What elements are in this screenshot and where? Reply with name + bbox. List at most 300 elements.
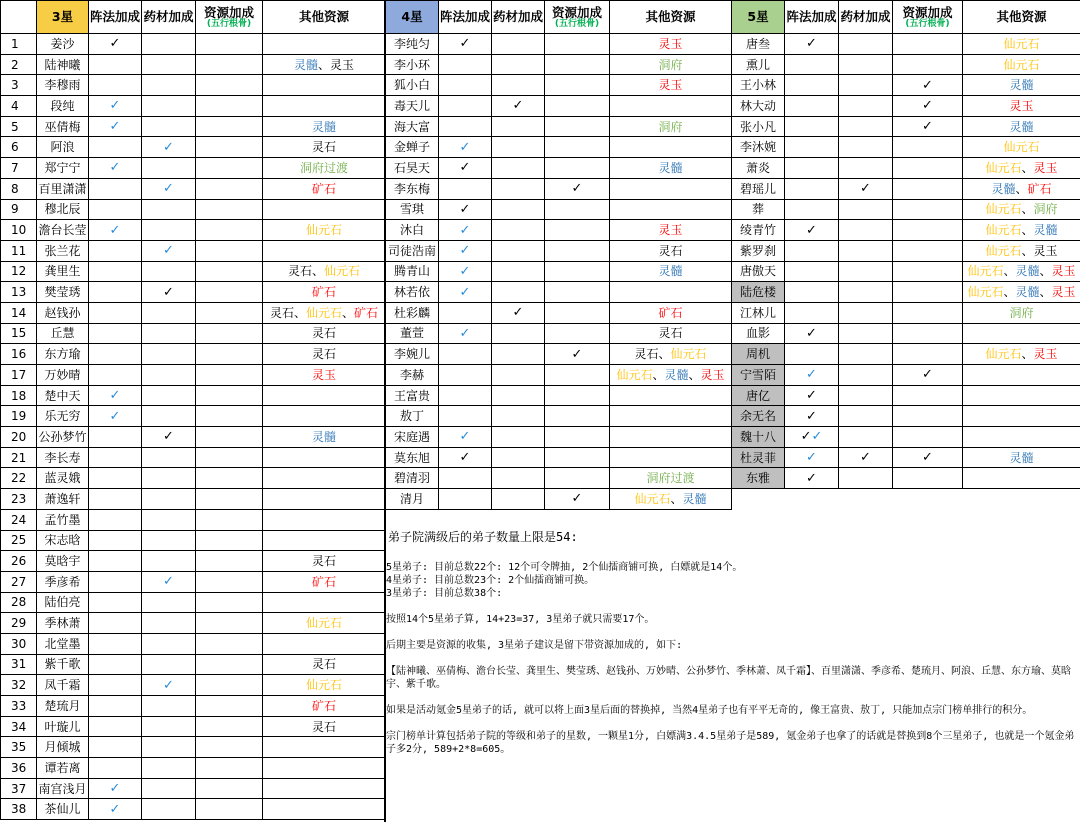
resource-cell	[893, 116, 963, 137]
resource-cell	[196, 633, 263, 654]
check-icon: ✓	[922, 450, 933, 466]
herb-cell	[142, 406, 196, 427]
table-row	[732, 365, 1080, 386]
resource-cell	[893, 96, 963, 117]
resource-cell	[893, 75, 963, 96]
herb-cell	[142, 675, 196, 696]
header-label: 资源加成	[203, 4, 254, 20]
check-icon: ✓	[163, 139, 174, 155]
formation-cell	[785, 261, 839, 282]
formation-cell	[89, 199, 142, 220]
resource-tag: 洞府	[1033, 202, 1058, 217]
formation-cell	[89, 137, 142, 158]
other-resource-cell	[263, 551, 386, 572]
table-row	[386, 158, 732, 179]
herb-cell	[142, 737, 196, 758]
resource-cell	[196, 571, 263, 592]
resource-cell	[893, 406, 963, 427]
star-header	[732, 1, 785, 34]
header-label: 药材加成	[143, 9, 194, 24]
other-resource-cell	[263, 54, 386, 75]
resource-cell	[545, 302, 610, 323]
disciple-name: 萧炎	[732, 158, 785, 179]
resource-tag: 矿石	[311, 285, 336, 300]
resource-tag: 灵石	[287, 264, 312, 279]
formation-cell	[89, 54, 142, 75]
resource-cell	[196, 530, 263, 551]
check-icon: ✓	[163, 284, 174, 300]
resource-tag: 仙元石	[670, 347, 707, 362]
header-sublabel: (五行根骨)	[206, 18, 252, 29]
row-number: 24	[1, 509, 37, 530]
disciple-name: 血影	[732, 323, 785, 344]
resource-cell	[545, 137, 610, 158]
other-resource-cell	[963, 447, 1080, 468]
notes-line: 如果是活动氪金5星弟子的话, 就可以将上面3星后面的替换掉, 当然4星弟子也有平平无奇的, 像王富贵、敖丁, 只能加点宗门榜单排行的积分。	[386, 705, 1033, 716]
resource-tag: 洞府过渡	[646, 471, 695, 486]
resource-cell	[545, 468, 610, 489]
table-row	[1, 447, 386, 468]
resource-cell	[893, 468, 963, 489]
herb-cell	[142, 178, 196, 199]
herb-cell	[839, 468, 893, 489]
row-number: 14	[1, 302, 37, 323]
resource-tag: 灵髓	[658, 264, 683, 279]
resource-cell	[196, 385, 263, 406]
formation-cell	[89, 509, 142, 530]
formation-cell	[89, 758, 142, 779]
row-number: 22	[1, 468, 37, 489]
herb-cell	[839, 344, 893, 365]
other-resource-cell	[963, 302, 1080, 323]
formation-cell	[89, 75, 142, 96]
resource-cell	[893, 344, 963, 365]
row-number: 4	[1, 96, 37, 117]
disciple-name: 凤千霜	[37, 675, 89, 696]
disciple-name: 陆伯亮	[37, 592, 89, 613]
resource-tag: 灵髓	[1009, 119, 1034, 134]
table-row	[1, 344, 386, 365]
disciple-name: 李东梅	[386, 178, 439, 199]
check-icon: ✓	[571, 181, 583, 197]
header-label: 资源加成	[551, 4, 602, 20]
herb-cell	[839, 385, 893, 406]
other-resource-cell	[610, 489, 732, 510]
resource-cell	[196, 54, 263, 75]
formation-cell	[89, 220, 142, 241]
resource-tag: 、	[1015, 181, 1028, 196]
disciple-name: 董萱	[386, 323, 439, 344]
other-resource-cell	[263, 344, 386, 365]
herb-cell	[142, 323, 196, 344]
resource-cell	[196, 178, 263, 199]
resource-tag: 矿石	[311, 574, 336, 589]
table-row	[1, 261, 386, 282]
herb-cell	[142, 613, 196, 634]
other-resource-cell	[610, 365, 732, 386]
check-icon: ✓	[109, 388, 121, 404]
resource-tag: 灵石	[311, 347, 336, 362]
disciple-name: 碧清羽	[386, 468, 439, 489]
row-number: 8	[1, 178, 37, 199]
resource-tag: 灵髓	[311, 429, 336, 444]
table-row	[732, 75, 1080, 96]
formation-cell	[785, 220, 839, 241]
disciple-name: 敖丁	[386, 406, 439, 427]
other-resource-cell	[963, 220, 1080, 241]
table-row	[386, 489, 732, 510]
check-icon: ✓	[109, 781, 121, 797]
header-label: 资源加成	[902, 4, 953, 20]
check-icon: ✓	[163, 243, 174, 259]
table-row	[732, 96, 1080, 117]
resource-cell	[893, 323, 963, 344]
formation-cell	[89, 34, 142, 55]
other-resource-cell	[610, 385, 732, 406]
resource-tag: 灵玉	[1051, 285, 1076, 300]
other-resource-cell	[963, 344, 1080, 365]
check-icon: ✓	[163, 574, 174, 590]
formation-cell	[89, 385, 142, 406]
resource-cell	[196, 675, 263, 696]
header-label: 其他资源	[298, 9, 349, 24]
formation-cell	[439, 468, 492, 489]
row-number: 34	[1, 716, 37, 737]
resource-cell	[893, 365, 963, 386]
herb-cell	[839, 54, 893, 75]
resource-tag: 洞府	[658, 119, 683, 134]
row-number: 17	[1, 365, 37, 386]
table-row	[1, 613, 386, 634]
resource-cell	[545, 385, 610, 406]
table-row	[732, 158, 1080, 179]
resource-cell	[196, 199, 263, 220]
formation-cell	[785, 158, 839, 179]
herb-cell	[142, 344, 196, 365]
formation-cell	[785, 385, 839, 406]
table-row	[386, 406, 732, 427]
header-label: 阵法加成	[786, 9, 837, 24]
table-row	[386, 240, 732, 261]
check-icon: ✓	[459, 201, 471, 217]
table-row	[732, 302, 1080, 323]
resource-tag: 矿石	[311, 698, 336, 713]
table-row	[1, 489, 386, 510]
herb-cell	[839, 427, 893, 448]
check-icon: ✓	[806, 470, 817, 486]
other-resource-cell	[610, 302, 732, 323]
disciple-name: 李小环	[386, 54, 439, 75]
check-icon: ✓	[109, 801, 121, 817]
other-resource-cell	[610, 96, 732, 117]
formation-cell	[785, 75, 839, 96]
disciple-name: 蓝灵娥	[37, 468, 89, 489]
resource-cell	[196, 240, 263, 261]
row-number: 36	[1, 758, 37, 779]
disciple-name: 段纯	[37, 96, 89, 117]
resource-cell	[196, 261, 263, 282]
herb-cell	[839, 220, 893, 241]
resource-cell	[545, 199, 610, 220]
check-icon: ✓	[860, 450, 871, 466]
formation-cell	[439, 261, 492, 282]
table-row	[1, 178, 386, 199]
check-icon: ✓	[806, 367, 817, 383]
herb-cell	[142, 633, 196, 654]
formation-cell	[785, 34, 839, 55]
resource-tag: 灵髓	[1009, 450, 1034, 465]
herb-cell	[142, 654, 196, 675]
header-sublabel: (五行根骨)	[554, 18, 600, 29]
formation-cell	[785, 302, 839, 323]
disciple-name: 张小凡	[732, 116, 785, 137]
table-row	[386, 199, 732, 220]
disciple-name: 季彦希	[37, 571, 89, 592]
resource-tag: 仙元石	[1003, 57, 1040, 72]
check-icon: ✓	[800, 429, 812, 445]
row-number: 1	[1, 34, 37, 55]
other-resource-cell	[263, 427, 386, 448]
resource-tag: 、	[311, 264, 324, 279]
herb-cell	[839, 365, 893, 386]
row-number: 12	[1, 261, 37, 282]
table-row	[386, 220, 732, 241]
table-row	[1, 302, 386, 323]
star-label: 3星	[51, 9, 74, 24]
disciple-name: 李穆雨	[37, 75, 89, 96]
check-icon: ✓	[922, 98, 933, 114]
resource-tag: 、	[1021, 202, 1034, 217]
row-number: 21	[1, 447, 37, 468]
row-number: 18	[1, 385, 37, 406]
resource-cell	[545, 365, 610, 386]
row-number: 5	[1, 116, 37, 137]
check-icon: ✓	[459, 160, 471, 176]
resource-tag: 、	[688, 367, 701, 382]
other-resource-cell	[610, 323, 732, 344]
check-icon: ✓	[459, 284, 471, 300]
other-resource-cell	[263, 778, 386, 799]
formation-cell	[89, 365, 142, 386]
disciple-name: 北堂墨	[37, 633, 89, 654]
resource-tag: 灵髓	[1015, 285, 1040, 300]
other-resource-cell	[263, 116, 386, 137]
disciple-name: 魏十八	[732, 427, 785, 448]
notes-title: 弟子院满级后的弟子数量上限是54:	[388, 530, 578, 544]
other-resource-cell	[263, 654, 386, 675]
herb-cell	[142, 158, 196, 179]
other-resource-cell	[963, 240, 1080, 261]
herb-cell	[142, 220, 196, 241]
row-number: 6	[1, 137, 37, 158]
herb-cell	[142, 199, 196, 220]
formation-cell	[785, 282, 839, 303]
herb-cell	[142, 365, 196, 386]
herb-cell	[492, 220, 545, 241]
table-row	[732, 427, 1080, 448]
disciple-name: 樊莹琇	[37, 282, 89, 303]
disciple-name: 东雅	[732, 468, 785, 489]
formation-cell	[89, 633, 142, 654]
other-resource-cell	[963, 116, 1080, 137]
row-number: 13	[1, 282, 37, 303]
table-row	[1, 406, 386, 427]
resource-cell	[196, 365, 263, 386]
resource-cell	[893, 427, 963, 448]
other-resource-cell	[263, 282, 386, 303]
other-resource-cell	[263, 34, 386, 55]
disciple-name: 熏儿	[732, 54, 785, 75]
formation-cell	[89, 427, 142, 448]
row-number: 10	[1, 220, 37, 241]
header-row	[732, 1, 1080, 34]
resource-tag: 仙元石	[324, 264, 361, 279]
resource-tag: 仙元石	[1003, 36, 1040, 51]
resource-tag: 洞府	[658, 57, 683, 72]
formation-cell	[785, 178, 839, 199]
formation-cell	[439, 220, 492, 241]
disciple-name: 清月	[386, 489, 439, 510]
disciple-name: 杜灵菲	[732, 447, 785, 468]
herb-cell	[839, 323, 893, 344]
disciple-name: 万妙晴	[37, 365, 89, 386]
herb-cell	[492, 54, 545, 75]
other-resource-cell	[263, 696, 386, 717]
formation-cell	[89, 406, 142, 427]
header-label: 阵法加成	[439, 9, 490, 24]
resource-cell	[196, 427, 263, 448]
resource-cell	[545, 282, 610, 303]
formation-cell	[89, 323, 142, 344]
herb-cell	[492, 178, 545, 199]
resource-tag: 仙元石	[985, 223, 1022, 238]
table-row	[1, 323, 386, 344]
disciple-name: 谭若离	[37, 758, 89, 779]
table-row	[386, 323, 732, 344]
herb-cell	[142, 468, 196, 489]
herb-cell	[492, 240, 545, 261]
herb-cell	[142, 261, 196, 282]
resource-tag: 仙元石	[305, 305, 342, 320]
resource-cell	[196, 406, 263, 427]
formation-cell	[439, 447, 492, 468]
resource-tag: 、	[342, 305, 355, 320]
resource-cell	[196, 158, 263, 179]
check-icon: ✓	[109, 408, 121, 424]
other-resource-cell	[263, 406, 386, 427]
disciple-name: 林大动	[732, 96, 785, 117]
formation-cell	[89, 178, 142, 199]
disciple-name: 莫晗宇	[37, 551, 89, 572]
other-resource-cell	[610, 468, 732, 489]
resource-cell	[545, 323, 610, 344]
other-resource-cell	[963, 468, 1080, 489]
resource-cell	[893, 447, 963, 468]
formation-header	[439, 1, 492, 34]
other-resource-cell	[963, 199, 1080, 220]
resource-tag: 、	[1003, 264, 1016, 279]
formation-cell	[439, 406, 492, 427]
table-row	[1, 654, 386, 675]
disciple-name: 月倾城	[37, 737, 89, 758]
disciple-name: 孟竹墨	[37, 509, 89, 530]
table-row	[386, 261, 732, 282]
formation-cell	[439, 385, 492, 406]
herb-cell	[492, 406, 545, 427]
resource-cell	[893, 302, 963, 323]
other-resource-cell	[263, 799, 386, 820]
resource-cell	[893, 34, 963, 55]
disciple-name: 李沐婉	[732, 137, 785, 158]
check-icon: ✓	[109, 222, 121, 238]
other-resource-cell	[263, 592, 386, 613]
header-label: 其他资源	[645, 9, 696, 24]
table-row	[386, 447, 732, 468]
disciple-name: 丘慧	[37, 323, 89, 344]
other-resource-cell	[610, 427, 732, 448]
resource-tag: 灵石	[311, 554, 336, 569]
herb-cell	[839, 261, 893, 282]
resource-cell	[893, 178, 963, 199]
resource-cell	[196, 116, 263, 137]
other-resource-cell	[263, 675, 386, 696]
table-row	[1, 758, 386, 779]
header-label: 其他资源	[996, 9, 1047, 24]
resource-cell	[196, 716, 263, 737]
resource-cell	[196, 344, 263, 365]
disciple-name: 宋志晗	[37, 530, 89, 551]
disciple-name: 萧逸轩	[37, 489, 89, 510]
resource-header	[545, 1, 610, 34]
table-row	[386, 54, 732, 75]
table-row	[1, 509, 386, 530]
table-row	[732, 344, 1080, 365]
disciple-name: 李婉儿	[386, 344, 439, 365]
resource-cell	[893, 240, 963, 261]
formation-cell	[785, 116, 839, 137]
herb-cell	[142, 799, 196, 820]
disciple-name: 莫东旭	[386, 447, 439, 468]
resource-tag: 仙元石	[1003, 140, 1040, 155]
resource-tag: 矿石	[1027, 181, 1052, 196]
disciple-name: 唐傲天	[732, 261, 785, 282]
star-header	[386, 1, 439, 34]
resource-cell	[196, 282, 263, 303]
resource-cell	[196, 220, 263, 241]
formation-cell	[439, 365, 492, 386]
resource-tag: 灵玉	[1033, 160, 1058, 175]
table-row	[386, 344, 732, 365]
other-resource-cell	[963, 137, 1080, 158]
header-label: 药材加成	[840, 9, 891, 24]
other-resource-cell	[263, 489, 386, 510]
other-resource-cell	[610, 240, 732, 261]
check-icon: ✓	[806, 388, 817, 404]
star3-table	[0, 0, 386, 820]
table-row	[386, 468, 732, 489]
resource-tag: 灵髓	[1015, 264, 1040, 279]
other-resource-cell	[963, 365, 1080, 386]
resource-cell	[196, 737, 263, 758]
other-resource-cell	[263, 137, 386, 158]
table-row	[1, 675, 386, 696]
notes-panel	[386, 523, 1076, 756]
row-number: 28	[1, 592, 37, 613]
row-number: 2	[1, 54, 37, 75]
check-icon: ✓	[109, 36, 121, 52]
disciple-name: 紫千歌	[37, 654, 89, 675]
table-row	[732, 240, 1080, 261]
